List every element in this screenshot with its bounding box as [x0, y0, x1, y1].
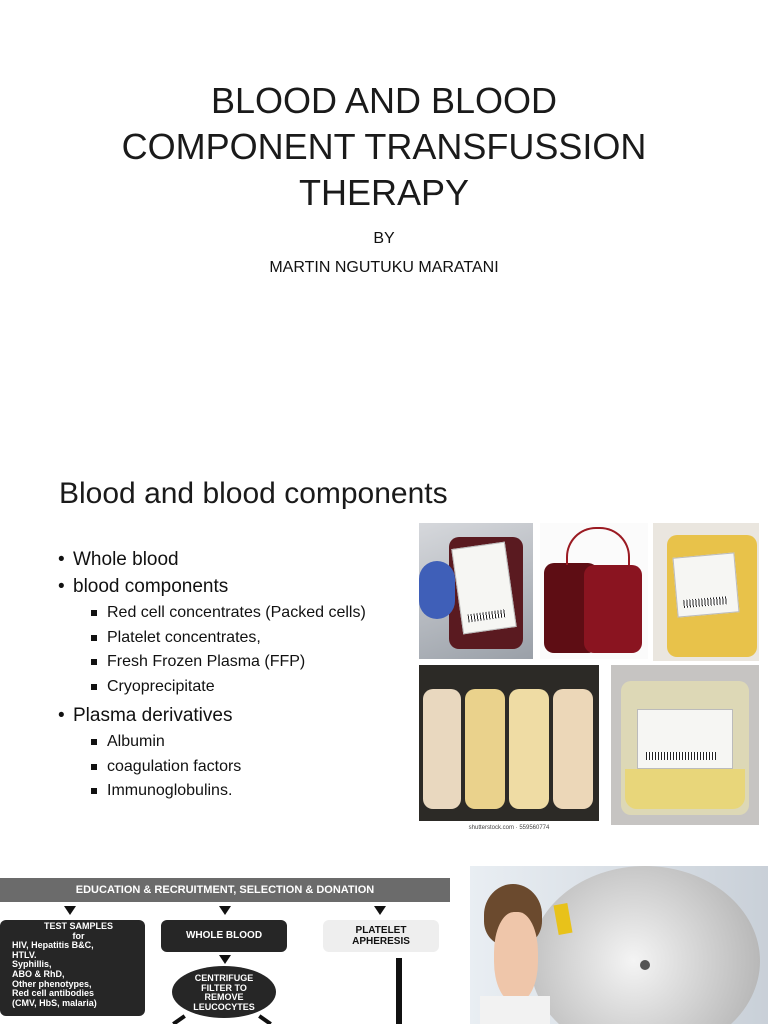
flowchart-header: EDUCATION & RECRUITMENT, SELECTION & DONATION: [0, 878, 450, 902]
flowchart-text: CENTRIFUGE: [194, 973, 254, 983]
sub-list-item: coagulation factors: [91, 755, 408, 780]
whole-blood-box: WHOLE BLOOD: [161, 920, 287, 952]
list-item: [58, 547, 408, 572]
arrow-down-icon: [219, 955, 231, 964]
components-slide: [0, 455, 768, 845]
arrow-down-icon: [374, 906, 386, 915]
test-samples-box: [0, 920, 145, 1016]
barcode: [646, 752, 716, 760]
centrifuge-box: [172, 966, 276, 1018]
connector-line: [258, 1014, 272, 1024]
worker-face: [494, 912, 538, 1002]
sub-list: [91, 730, 408, 804]
blood-bag: [584, 565, 642, 653]
sub-list-item: Red cell concentrates (Packed cells): [91, 601, 408, 626]
connector-line: [172, 1014, 186, 1024]
platelet-apheresis-box: [323, 920, 439, 952]
plasma-bag: [423, 689, 461, 809]
bag-label: [637, 709, 733, 769]
flowchart-text: Other phenotypes,: [12, 978, 92, 989]
cryo-content: [625, 769, 745, 809]
plasma-bag: [465, 689, 505, 809]
photo-plasma-bag: [653, 523, 759, 661]
centrifuge-machine: [530, 866, 760, 1024]
centrifuge-knob: [640, 960, 650, 970]
flowchart-text: TEST SAMPLES: [43, 921, 113, 931]
list-item-label: Plasma derivatives: [73, 705, 233, 726]
slide-title: [0, 78, 768, 216]
sub-list-item: Cryoprecipitate: [91, 675, 408, 700]
flowchart-text: Syphillis,: [12, 959, 52, 970]
flowchart-text: PLATELET: [355, 925, 407, 936]
title-line-3: THERAPY: [298, 172, 470, 213]
component-list: [58, 547, 408, 808]
flowchart-text: ABO & RhD,: [12, 968, 65, 979]
photo-blood-bag-gloved-hand: [419, 523, 533, 659]
flowchart-text: FILTER TO: [201, 982, 247, 993]
sub-list-item: Fresh Frozen Plasma (FFP): [91, 650, 408, 675]
title-line-2: COMPONENT TRANSFUSSION: [121, 126, 647, 167]
plasma-bag: [553, 689, 593, 809]
flowchart-text: for: [72, 930, 85, 941]
photo-cryo-bag: [611, 665, 759, 825]
flowchart-text: REMOVE: [204, 992, 244, 1002]
process-slide: [0, 862, 768, 1024]
barcode: [468, 609, 507, 622]
sub-list-item: Albumin: [91, 730, 408, 755]
title-slide: [0, 0, 768, 450]
author-name: MARTIN NGUTUKU MARATANI: [269, 259, 499, 276]
by-label: BY: [373, 230, 395, 247]
sub-list-item: Platelet concentrates,: [91, 626, 408, 651]
list-item: [58, 703, 408, 804]
flowchart-text: LEUCOCYTES: [193, 1001, 255, 1012]
bag-label: [673, 552, 740, 617]
flowchart-text: HIV, Hepatitis B&C,: [12, 940, 94, 951]
list-item-label: blood components: [73, 576, 229, 597]
connector-line: [396, 958, 402, 1024]
photo-lab-worker-centrifuge: [470, 866, 768, 1024]
flowchart-text: HTLV.: [12, 949, 37, 960]
photo-watermark: shutterstock.com · 559560774: [419, 821, 599, 835]
gloved-hand: [419, 561, 455, 619]
list-item: [58, 574, 408, 699]
bag-tubing: [566, 527, 630, 565]
photo-red-cell-bags: [540, 523, 648, 659]
list-item-label: Whole blood: [73, 549, 179, 570]
photo-frozen-plasma-bags: [419, 665, 599, 835]
arrow-down-icon: [219, 906, 231, 915]
sub-list: [91, 601, 408, 699]
flowchart-text: Red cell antibodies: [12, 988, 95, 999]
flowchart-text: (CMV, HbS, malaria): [12, 997, 97, 1008]
title-line-1: BLOOD AND BLOOD: [210, 80, 558, 121]
slide-title: Blood and blood components: [59, 477, 448, 510]
arrow-down-icon: [64, 906, 76, 915]
worker-coat: [480, 996, 550, 1024]
plasma-bag: [509, 689, 549, 809]
flowchart-text: APHERESIS: [352, 936, 410, 947]
sub-list-item: Immunoglobulins.: [91, 779, 408, 804]
barcode: [683, 596, 728, 608]
